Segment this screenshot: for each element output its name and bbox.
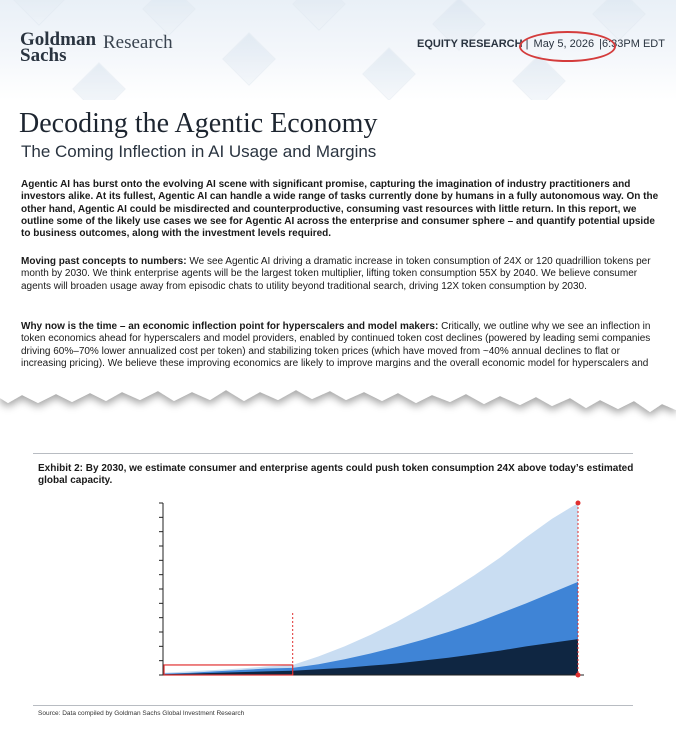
summary-paragraph: Agentic AI has burst onto the evolving AI scene with significant promise, capturing the imagination of industry practitioners and investors alike. At its fullest, Agentic AI can handle a wide range of tasks currently done by humans in a fully autonomous way. On the other hand, Agentic AI could be misdirected and counterproductive, consuming vast resources with little return. In this report, we outline some of the likely use cases we see for Agentic AI across the enterprise and consumer sphere – and quantify potential upside to business outcomes, along with the investment levels required. <box>21 179 659 240</box>
section-inflection-lead: Why now is the time – an economic inflection point for hyperscalers and model makers: <box>21 321 439 332</box>
meta-separator: | <box>525 38 529 50</box>
marker-dot-bottom <box>576 673 581 678</box>
section-inflection-body: Critically, we outline why we see an inflection in token economics ahead for hyperscalers and model providers, enabled by continued token cost declines (powered by leading semi companies driving 60%–70% lower annualized cost per token) and stabilizing token prices (which have moved from ~40% annual declines to flat or increasing pricing). We believe these improving economics are likely to improve margins and the overall economic model for hyperscalers and <box>21 321 651 369</box>
equity-research-label: EQUITY RESEARCH <box>417 38 523 50</box>
report-subtitle: The Coming Inflection in AI Usage and Margins <box>21 142 377 161</box>
meta-separator-2: | <box>599 38 602 50</box>
report-time: 6:33PM EDT <box>602 38 665 50</box>
section-numbers-lead: Moving past concepts to numbers: <box>21 256 187 267</box>
section-numbers-body: We see Agentic AI driving a dramatic increase in token consumption of 24X or 120 quadrillion tokens per month by 2030. We think enterprise agents will be the largest token multiplier, lifting token consumption 55X by 2040. We believe consumer agents will broaden usage away from episodic chats to utility beyond traditional search, driving 12X token consumption by 2030. <box>21 256 651 292</box>
exhibit-source: Source: Data compiled by Goldman Sachs Global Investment Research <box>38 710 245 717</box>
logo-research-text: Research <box>103 32 173 53</box>
logo-line-1: Goldman <box>20 29 97 50</box>
logo-line-2: Sachs <box>20 45 67 66</box>
report-title: Decoding the Agentic Economy <box>19 108 378 139</box>
marker-dot-top <box>576 501 581 506</box>
report-date: May 5, 2026 <box>533 38 595 50</box>
exhibit-bottom-rule <box>33 705 633 706</box>
exhibit-title: Exhibit 2: By 2030, we estimate consumer and enterprise agents could push token consumption 24X above today’s estimated global capacity. <box>38 463 634 487</box>
